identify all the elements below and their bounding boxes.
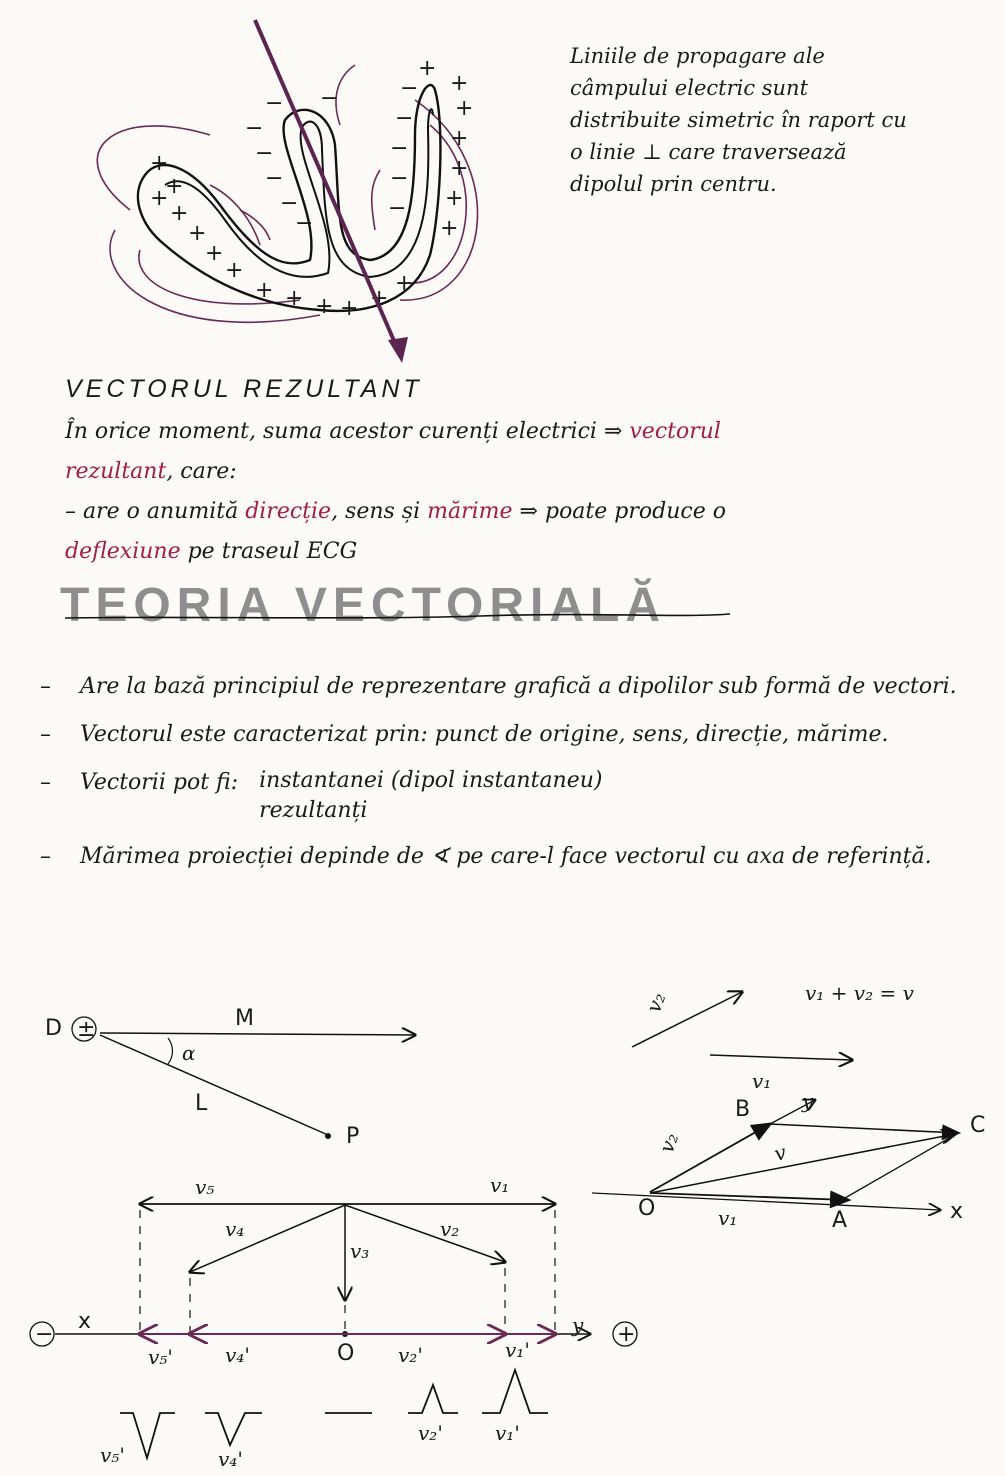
v4p-label: v₄' (225, 1343, 250, 1367)
svg-text:+: + (395, 271, 414, 296)
svg-text:+: + (450, 126, 469, 151)
field-arrow (336, 65, 355, 125)
vector-bc (770, 1124, 958, 1133)
point-c-label: C (970, 1113, 986, 1138)
svg-text:+: + (285, 286, 304, 311)
branch-option: rezultanți (259, 798, 368, 823)
list-item (40, 766, 980, 826)
point-d-label: D (45, 1016, 62, 1041)
text: ⇒ poate produce o (512, 499, 726, 524)
highlight-text: direcție (245, 499, 332, 524)
projection-figure (30, 1173, 637, 1369)
svg-text:+: + (418, 56, 437, 81)
svg-text:−: − (388, 196, 407, 221)
svg-text:+: + (170, 201, 189, 226)
segment-ac (845, 1133, 958, 1198)
bullet-text: Vectorii pot fi: (80, 770, 239, 795)
highlight-text: rezultant (65, 459, 167, 484)
svg-text:+: + (370, 286, 389, 311)
angle-alpha-label: α (182, 1041, 196, 1065)
positive-pole-sign: + (617, 1322, 636, 1347)
negative-pole-sign: − (35, 1322, 54, 1347)
point-p (325, 1133, 331, 1139)
vector-oc (650, 1134, 955, 1193)
v2p-label: v₂' (398, 1343, 423, 1367)
note-line: distribuite simetric în raport cu (570, 108, 907, 132)
point-b-label: B (735, 1097, 751, 1122)
dipole-field-drawing (70, 15, 474, 370)
section-title: VECTORUL REZULTANT (65, 375, 423, 403)
angle-arc (168, 1038, 173, 1064)
list-item (40, 840, 980, 874)
svg-text:+: + (440, 216, 459, 241)
deflection-v2-label: v₂' (418, 1421, 443, 1445)
svg-text:+: + (165, 174, 184, 199)
vector-sum-figure (592, 981, 985, 1233)
deflection-v5-label: v₅' (100, 1443, 125, 1467)
bullet-text-group (80, 766, 980, 826)
svg-text:+: + (225, 258, 244, 283)
deflection-v2 (408, 1385, 458, 1413)
bullet-dash: – (40, 770, 51, 795)
highlight-text: deflexiune (65, 539, 181, 564)
svg-text:+: + (315, 294, 334, 319)
v5-label: v₅ (195, 1175, 215, 1199)
svg-text:+: + (150, 186, 169, 211)
paragraph-line (65, 494, 965, 530)
vector-v1-free (710, 1055, 852, 1060)
v2-label: v₂ (641, 989, 671, 1016)
figures-canvas (0, 981, 1005, 1472)
note-line: dipolul prin centru. (570, 172, 777, 196)
svg-text:+: + (188, 221, 207, 246)
deflection-v1 (482, 1370, 548, 1413)
svg-text:−: − (265, 166, 284, 191)
svg-text:+: + (205, 241, 224, 266)
vector-figures (0, 981, 1005, 1472)
svg-text:−: − (390, 166, 409, 191)
paragraph-line (65, 454, 965, 490)
v2-side-label: v₂ (654, 1129, 684, 1156)
svg-text:−: − (320, 86, 339, 111)
svg-text:+: + (445, 186, 464, 211)
v4-label: v₄ (225, 1217, 245, 1241)
vector-oa (650, 1193, 848, 1200)
field-arrow (372, 170, 380, 230)
svg-text:+: + (450, 156, 469, 181)
bullet-dash: – (40, 844, 51, 869)
y-axis-label: y (802, 1089, 814, 1113)
deflection-v4 (205, 1413, 262, 1445)
angle-figure (45, 1006, 415, 1149)
highlight-text: mărime (427, 499, 513, 524)
axis-x-label: x (78, 1309, 92, 1334)
svg-text:−: − (400, 76, 419, 101)
paragraph-line (65, 414, 965, 450)
svg-text:−: − (265, 91, 284, 116)
bullet-dash: – (40, 722, 51, 747)
list-item (40, 670, 980, 704)
text: – are o anumită (65, 499, 246, 524)
ecg-deflections (100, 1370, 548, 1471)
title-strike-line (60, 578, 740, 648)
vector-m (100, 1033, 415, 1035)
svg-text:+: + (340, 296, 359, 321)
v1-side-label: v₁ (718, 1206, 738, 1230)
branch-options (259, 766, 602, 826)
v1p-label: v₁' (505, 1338, 530, 1362)
svg-text:−: − (280, 191, 299, 216)
axis-arrow-head (388, 337, 408, 363)
line-l (100, 1035, 328, 1135)
v-label: v (771, 1139, 789, 1166)
svg-text:+: + (450, 71, 469, 96)
point-a-label: A (832, 1208, 848, 1233)
list-item (40, 718, 980, 752)
svg-text:+: + (150, 151, 169, 176)
note-line: o linie ⊥ care traversează (570, 140, 847, 164)
svg-text:−: − (395, 106, 414, 131)
v1-label: v₁ (752, 1069, 772, 1093)
sum-equation: v₁ + v₂ = v (805, 981, 914, 1005)
svg-text:−: − (295, 211, 314, 236)
highlight-text: vectorul (629, 419, 721, 444)
bullet-dash: – (40, 674, 51, 699)
deflection-v1-label: v₁' (495, 1421, 520, 1445)
teoria-vectoriala-title (60, 578, 740, 648)
deflection-v4-label: v₄' (218, 1447, 243, 1471)
text: În orice moment, suma acestor curenți electrici ⇒ (65, 419, 630, 444)
rezultant-section (65, 375, 965, 574)
dipole-field-figure (70, 15, 474, 370)
point-o-label: O (638, 1196, 656, 1221)
text: pe traseul ECG (180, 539, 358, 564)
v5p-label: v₅' (148, 1345, 173, 1369)
page-title: TEORIA VECTORIALĂ (60, 579, 667, 632)
origin-label: O (337, 1341, 355, 1366)
negative-charges (245, 76, 418, 236)
svg-text:+: + (455, 96, 474, 121)
paragraph-line (65, 534, 965, 570)
point-p-label: P (346, 1124, 360, 1149)
propagation-note (570, 40, 990, 200)
bullet-text: Vectorul este caracterizat prin: punct de origine, sens, direcție, mărime. (80, 722, 889, 747)
v2-label: v₂ (440, 1217, 460, 1241)
svg-text:−: − (390, 136, 409, 161)
text: , sens și (331, 499, 428, 524)
svg-text:−: − (245, 116, 264, 141)
vector-m-label: M (235, 1006, 254, 1031)
note-line: Liniile de propagare ale (570, 44, 825, 68)
v3-label: v₃ (350, 1239, 370, 1263)
field-arrow (210, 185, 260, 245)
v1-top-label: v₁ (490, 1173, 510, 1197)
vector-v4 (190, 1205, 345, 1272)
bullet-text: Are la bază principiul de reprezentare grafică a dipolilor sub formă de vectori. (80, 674, 957, 699)
note-line: câmpului electric sunt (570, 76, 809, 100)
dipole-sign: ± (77, 1017, 96, 1042)
line-l-label: L (195, 1091, 208, 1116)
bullet-list (40, 670, 980, 888)
x-axis-label: x (950, 1199, 964, 1224)
text: , care: (166, 459, 237, 484)
bullet-text: Mărimea proiecției depinde de ∢ pe care-l face vectorul cu axa de referință. (80, 844, 932, 869)
projection-dashes (140, 1210, 555, 1333)
branch-option: instantanei (dipol instantaneu) (259, 768, 603, 793)
svg-text:−: − (255, 141, 274, 166)
deflection-v5 (120, 1413, 175, 1458)
axis-y-label: y (572, 1313, 584, 1337)
svg-text:+: + (255, 278, 274, 303)
